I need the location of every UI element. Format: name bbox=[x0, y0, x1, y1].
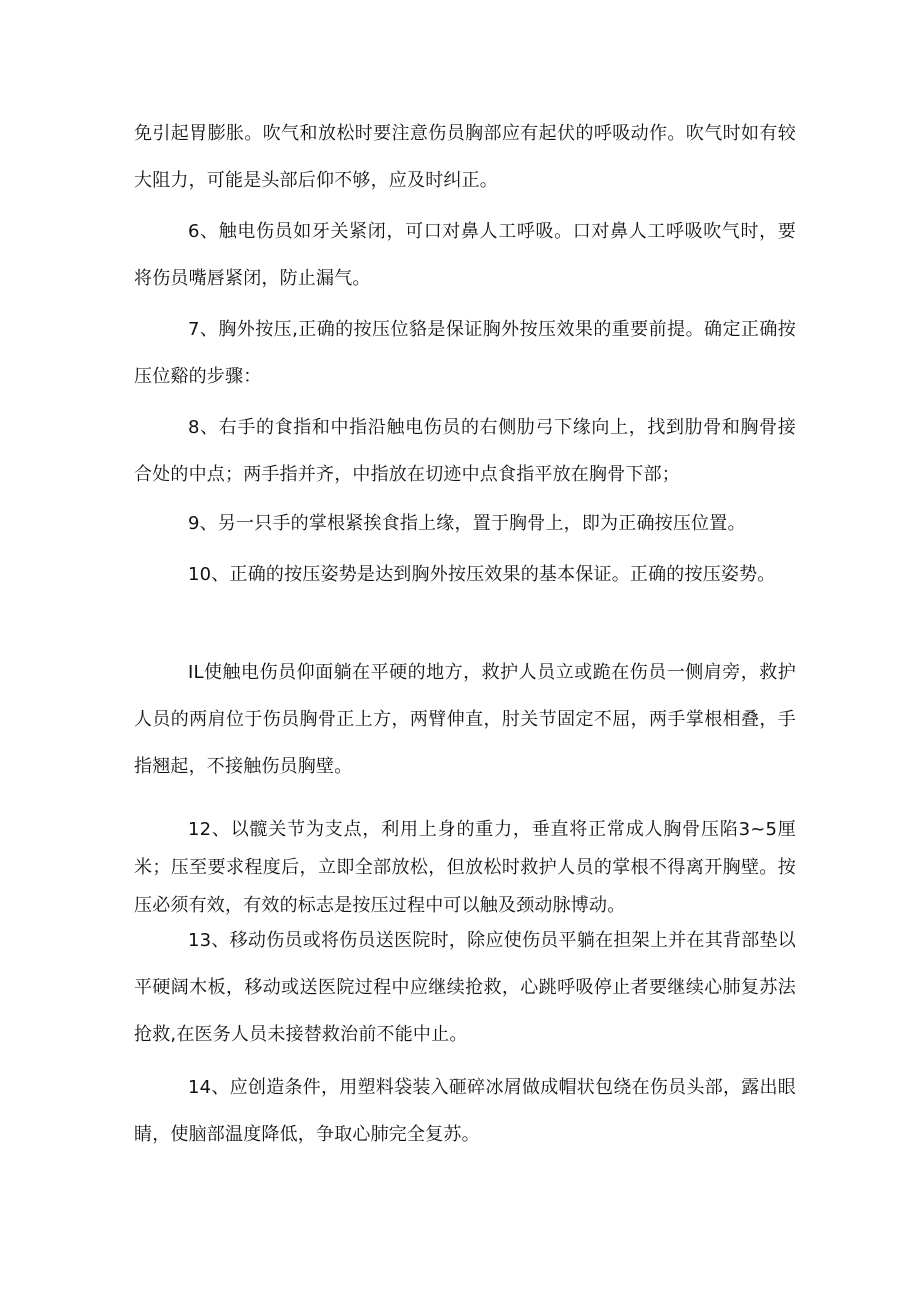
paragraph-item-7: 7、胸外按压,正确的按压位貉是保证胸外按压效果的重要前提。确定正确按压位谿的步骤： bbox=[134, 319, 796, 387]
paragraph-continuation: 免引起胃膨胀。吹气和放松时要注意伤员胸部应有起伏的呼吸动作。吹气时如有较大阻力，可能是头部后仰不够，应及时纠正。 bbox=[134, 123, 796, 191]
paragraph-item-13: 13、移动伤员或将伤员送医院时，除应使伤员平躺在担架上并在其背部垫以平硬阔木板，移动或送医院过程中应继续抢救，心跳呼吸停止者要继续心肺复苏法抢救,在医务人员未接替救治前不能中止。 bbox=[134, 930, 796, 1045]
paragraph-item-11: IL使触电伤员仰面躺在平硬的地方，救护人员立或跪在伤员一侧肩旁，救护人员的两肩位于伤员胸骨正上方，两臂伸直，肘关节固定不屈，两手掌根相叠，手指翘起，不接触伤员胸壁。 bbox=[134, 662, 796, 777]
paragraph-item-12: 12、以髋关节为支点，利用上身的重力，垂直将正常成人胸骨压陷3~5厘米；压至要求程度后，立即全部放松，但放松时救护人员的掌根不得离开胸壁。按压必须有效，有效的标志是按压过程中可以触及颈动脉博动。 bbox=[134, 819, 796, 916]
paragraph-item-8: 8、右手的食指和中指沿触电伤员的右侧肋弓下缘向上，找到肋骨和胸骨接合处的中点；两手指并齐，中指放在切迹中点食指平放在胸骨下部； bbox=[134, 417, 796, 485]
paragraph-item-10: 10、正确的按压姿势是达到胸外按压效果的基本保证。正确的按压姿势。 bbox=[188, 564, 776, 585]
paragraph-item-6: 6、触电伤员如牙关紧闭，可口对鼻人工呼吸。口对鼻人工呼吸吹气时，要将伤员嘴唇紧闭，防止漏气。 bbox=[134, 221, 796, 289]
paragraph-item-14: 14、应创造条件，用塑料袋装入砸碎冰屑做成帽状包绕在伤员头部，露出眼睛，使脑部温度降低，争取心肺完全复苏。 bbox=[134, 1077, 796, 1145]
paragraph-item-9: 9、另一只手的掌根紧挨食指上缘，置于胸骨上，即为正确按压位置。 bbox=[188, 513, 746, 534]
